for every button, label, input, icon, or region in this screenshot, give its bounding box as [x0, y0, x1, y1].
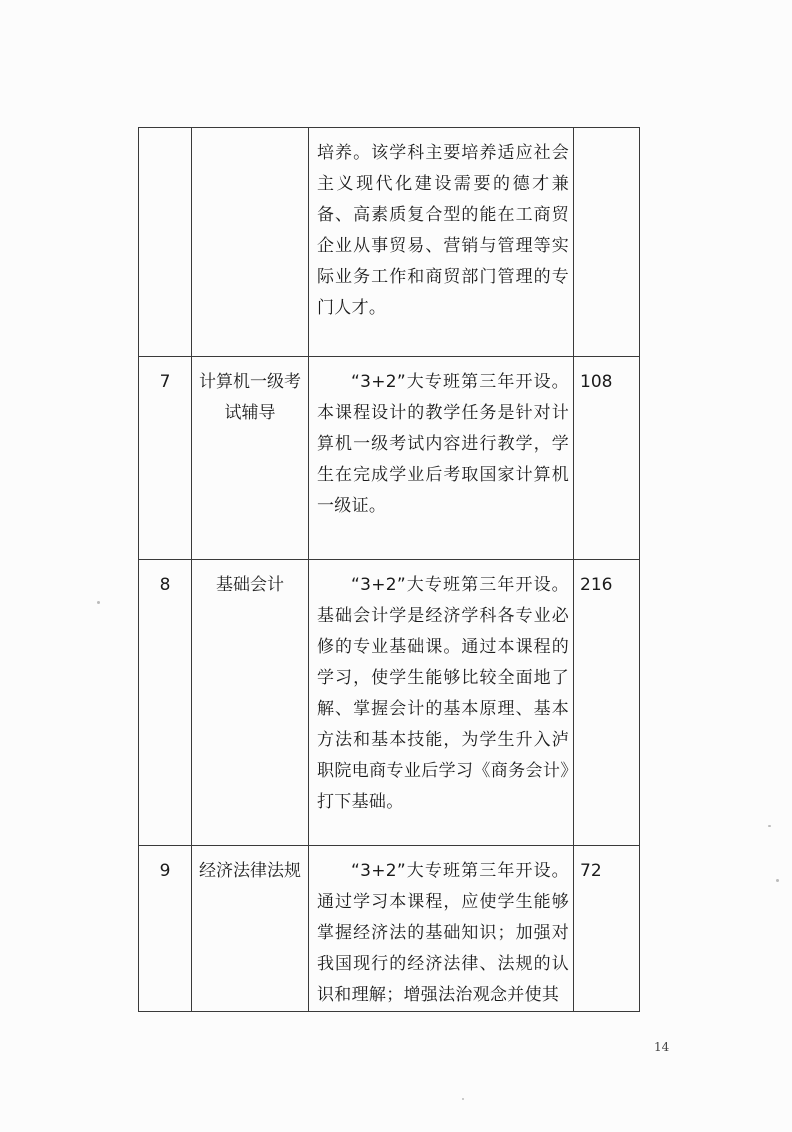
table-row [139, 128, 640, 357]
page-number: 14 [654, 1040, 670, 1054]
course-number-cell [139, 128, 192, 357]
course-hours-cell: 108 [574, 357, 640, 560]
course-name-cell: 计算机一级考试辅导 [192, 357, 309, 560]
course-name-cell: 基础会计 [192, 560, 309, 846]
table-row [139, 357, 640, 560]
scan-speck [776, 879, 779, 882]
course-number-cell: 7 [139, 357, 192, 560]
course-description-cell: 培养。该学科主要培养适应社会主义现代化建设需要的德才兼备、高素质复合型的能在工商贸企业从事贸易、营销与管理等实际业务工作和商贸部门管理的专门人才。 [309, 128, 574, 357]
course-description-cell: “3+2”大专班第三年开设。通过学习本课程，应使学生能够掌握经济法的基础知识；加强对我国现行的经济法律、法规的认识和理解；增强法治观念并使其 [309, 846, 574, 1012]
course-hours-cell: 72 [574, 846, 640, 1012]
scan-speck [97, 601, 100, 604]
scan-speck [768, 825, 771, 827]
course-number-cell: 8 [139, 560, 192, 846]
course-name-cell: 经济法律法规 [192, 846, 309, 1012]
table-row [139, 560, 640, 846]
course-number-cell: 9 [139, 846, 192, 1012]
course-hours-cell: 216 [574, 560, 640, 846]
course-description-cell: “3+2”大专班第三年开设。本课程设计的教学任务是针对计算机一级考试内容进行教学，学生在完成学业后考取国家计算机一级证。 [309, 357, 574, 560]
course-description-cell: “3+2”大专班第三年开设。基础会计学是经济学科各专业必修的专业基础课。通过本课程的学习，使学生能够比较全面地了解、掌握会计的基本原理、基本方法和基本技能，为学生升入泸职院电商专业后学习《商务会计》打下基础。 [309, 560, 574, 846]
course-name-cell [192, 128, 309, 357]
scan-speck [462, 1098, 464, 1100]
course-table [138, 127, 640, 1012]
course-hours-cell [574, 128, 640, 357]
table-row [139, 846, 640, 1012]
